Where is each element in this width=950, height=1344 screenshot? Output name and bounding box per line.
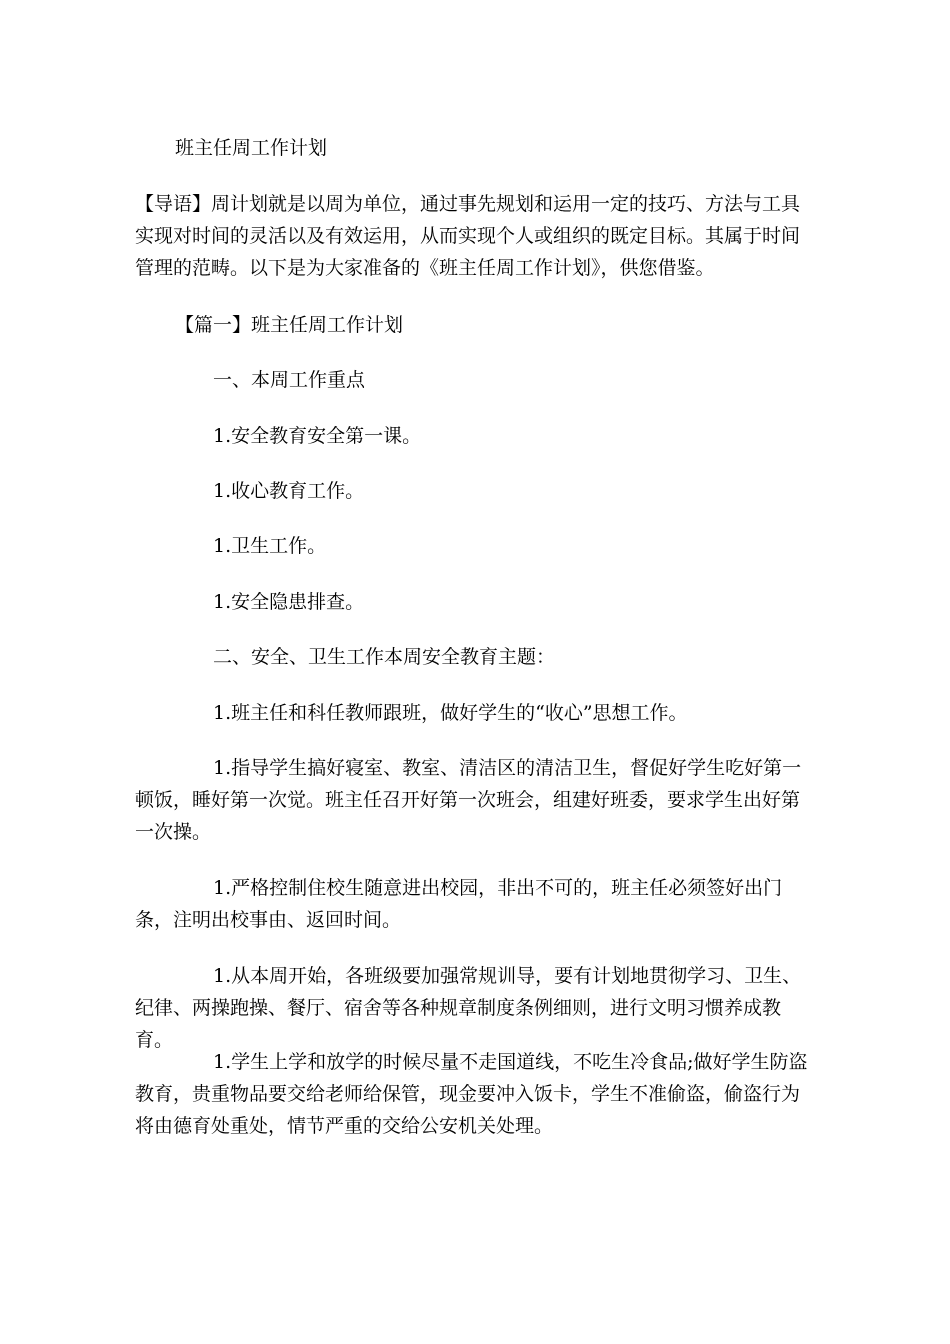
focus-item: 1.卫生工作。 (213, 535, 327, 557)
heading-focus: 一、本周工作重点 (213, 369, 366, 391)
focus-item: 1.收心教育工作。 (213, 480, 365, 502)
focus-item: 1.安全隐患排查。 (213, 591, 365, 613)
intro-paragraph: 【导语】周计划就是以周为单位，通过事先规划和运用一定的技巧、方法与工具实现对时间的灵活以及有效运用，从而实现个人或组织的既定目标。其属于时间管理的范畴。以下是为大家准备的《班主任周工作计划》，供您借鉴。 (135, 193, 801, 279)
heading-safety: 二、安全、卫生工作本周安全教育主题： (213, 646, 556, 668)
focus-item: 1.安全教育安全第一课。 (213, 425, 422, 447)
theme-item: 1.从本周开始，各班级要加强常规训导，要有计划地贯彻学习、卫生、纪律、两操跑操、餐厅、宿舍等各种规章制度条例细则，进行文明习惯养成教育。 (135, 965, 802, 1051)
section-title: 【篇一】班主任周工作计划 (175, 314, 404, 336)
theme-item: 1.学生上学和放学的时候尽量不走国道线，不吃生冷食品;做好学生防盗教育，贵重物品要交给老师给保管，现金要冲入饭卡，学生不准偷盗，偷盗行为将由德育处重处，情节严重的交给公安机关处理。 (135, 1051, 808, 1137)
theme-item: 1.严格控制住校生随意进出校园，非出不可的，班主任必须签好出门条，注明出校事由、返回时间。 (135, 877, 783, 931)
theme-item: 1.指导学生搞好寝室、教室、清洁区的清洁卫生，督促好学生吃好第一顿饭，睡好第一次觉。班主任召开好第一次班会，组建好班委，要求学生出好第一次操。 (135, 757, 802, 843)
theme-item: 1.班主任和科任教师跟班，做好学生的“收心”思想工作。 (213, 702, 688, 724)
document-title: 班主任周工作计划 (175, 137, 328, 159)
